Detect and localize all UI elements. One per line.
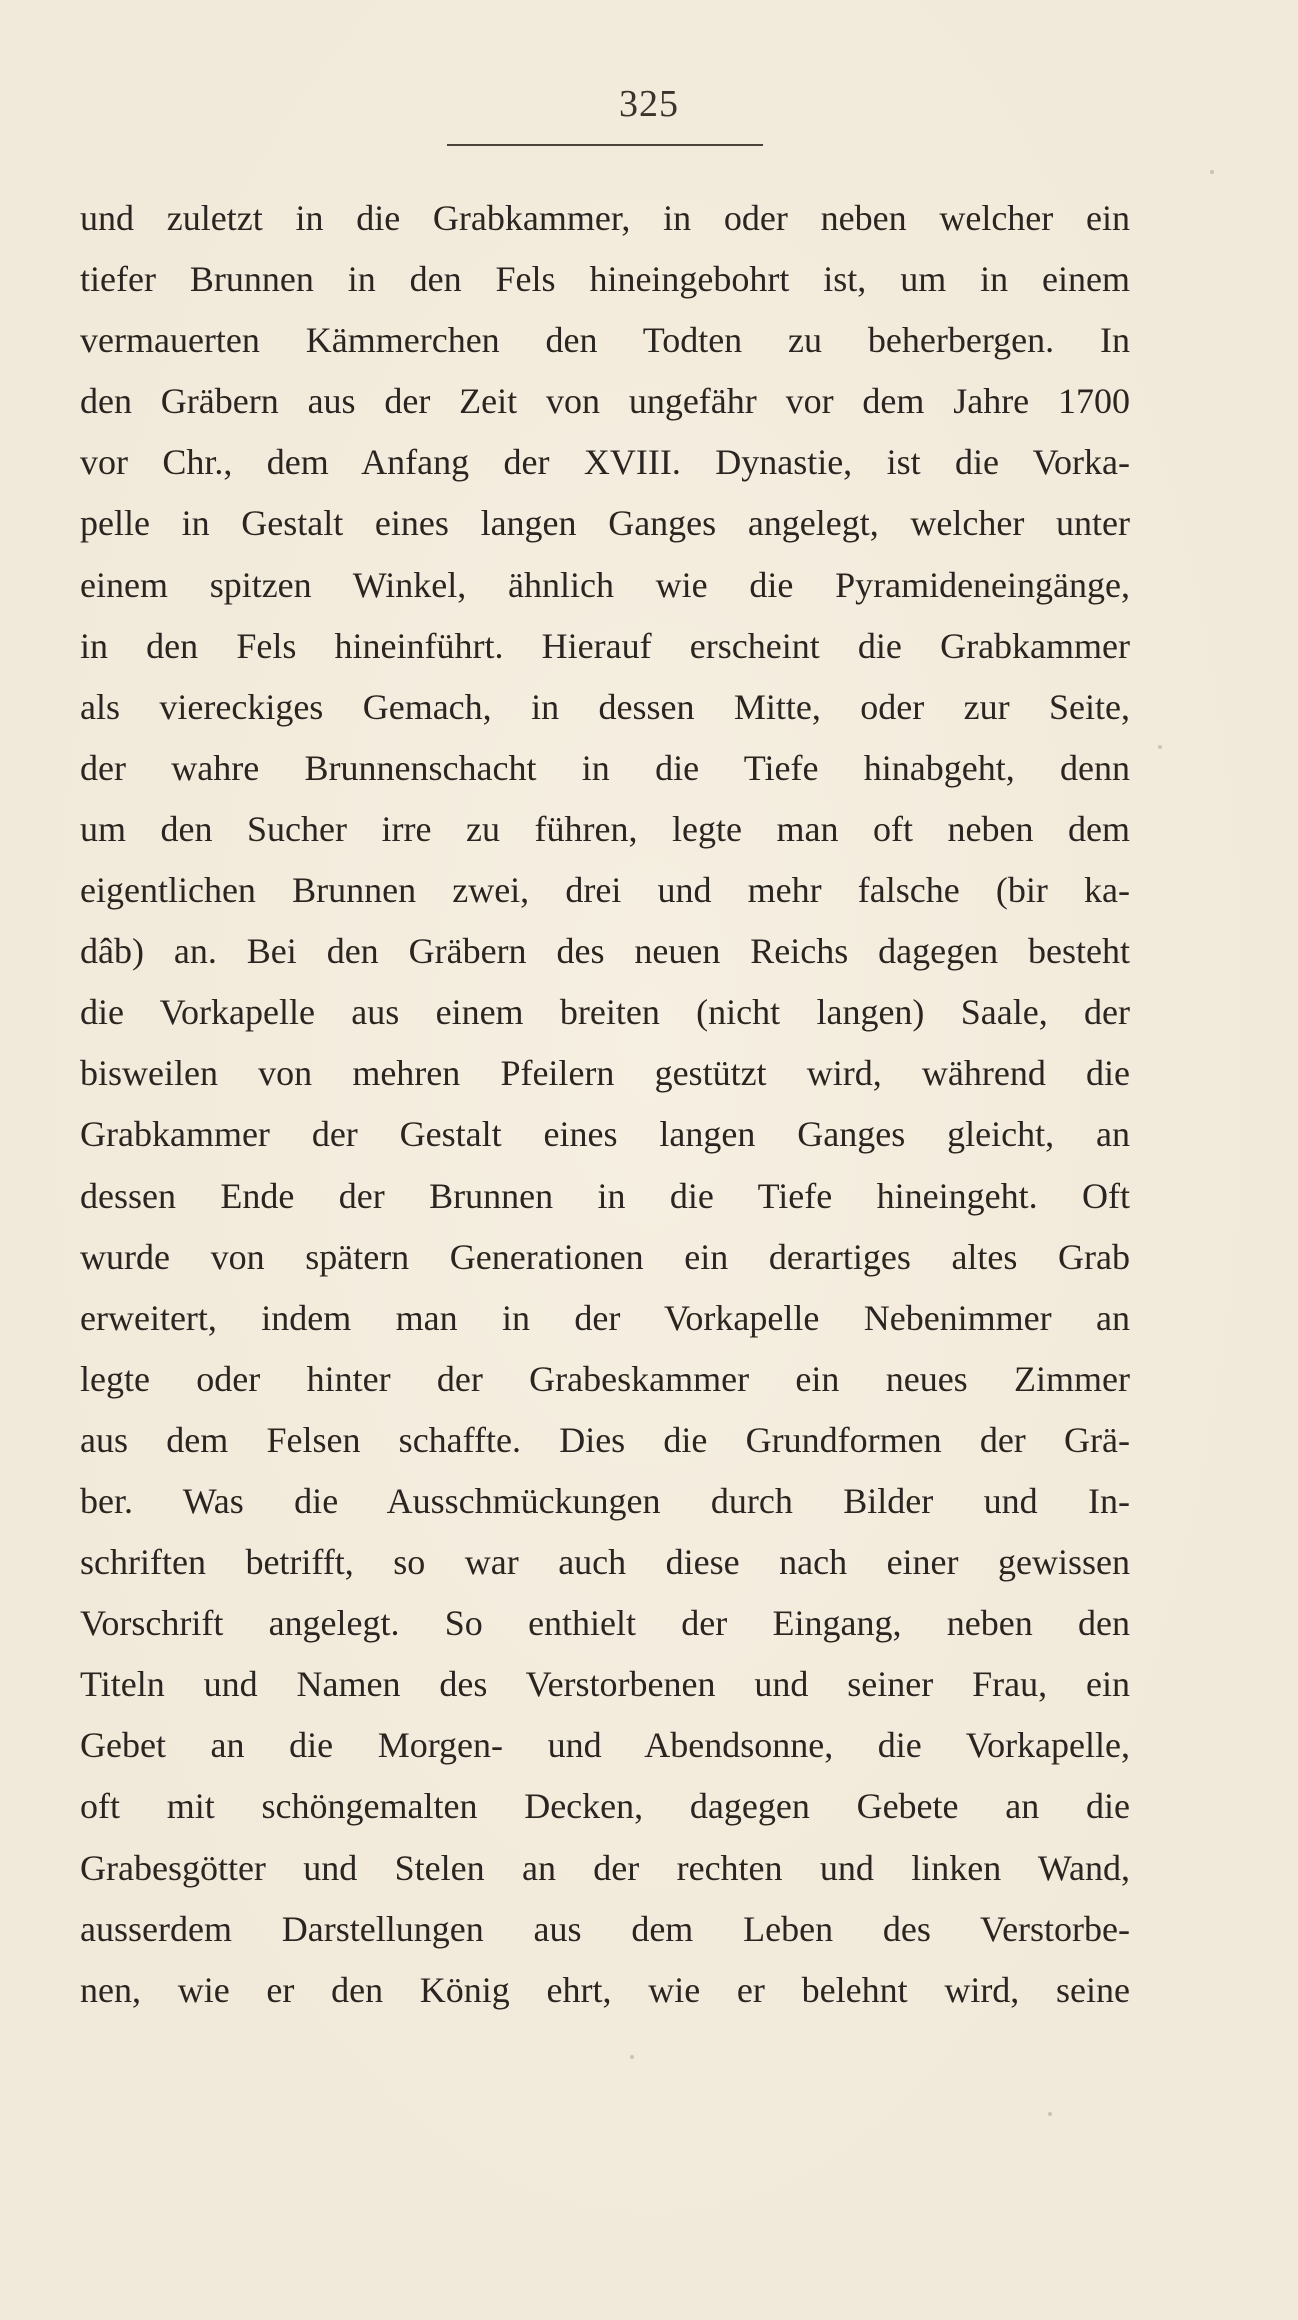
- page-number: 325: [619, 83, 679, 125]
- text-line: in den Fels hineinführt. Hierauf erscheint die Grabkammer: [80, 625, 1130, 666]
- text-line: eigentlichen Brunnen zwei, drei und mehr falsche (bir ka-: [80, 870, 1130, 911]
- paper-speck: [630, 2055, 634, 2059]
- paper-speck: [1048, 2112, 1052, 2116]
- text-line: Grabkammer der Gestalt eines langen Ganges gleicht, an: [80, 1114, 1130, 1155]
- text-line: oft mit schöngemalten Decken, dagegen Gebete an die: [80, 1786, 1130, 1827]
- text-line: als viereckiges Gemach, in dessen Mitte, oder zur Seite,: [80, 686, 1130, 727]
- text-line: ber. Was die Ausschmückungen durch Bilder und In-: [80, 1480, 1130, 1521]
- text-line: legte oder hinter der Grabeskammer ein neues Zimmer: [80, 1358, 1130, 1399]
- text-line: aus dem Felsen schaffte. Dies die Grundformen der Grä-: [80, 1419, 1130, 1460]
- body-text: [80, 188, 1130, 2021]
- text-line: einem spitzen Winkel, ähnlich wie die Pyramideneingänge,: [80, 564, 1130, 605]
- text-line: die Vorkapelle aus einem breiten (nicht langen) Saale, der: [80, 992, 1130, 1033]
- text-line: der wahre Brunnenschacht in die Tiefe hinabgeht, denn: [80, 747, 1130, 788]
- text-line: tiefer Brunnen in den Fels hineingebohrt ist, um in einem: [80, 259, 1130, 300]
- text-line: Vorschrift angelegt. So enthielt der Eingang, neben den: [80, 1603, 1130, 1644]
- text-line: Gebet an die Morgen- und Abendsonne, die Vorkapelle,: [80, 1725, 1130, 1766]
- text-line: erweitert, indem man in der Vorkapelle Nebenimmer an: [80, 1297, 1130, 1338]
- text-line: pelle in Gestalt eines langen Ganges angelegt, welcher unter: [80, 503, 1130, 544]
- text-line: dâb) an. Bei den Gräbern des neuen Reichs dagegen besteht: [80, 931, 1130, 972]
- text-line: und zuletzt in die Grabkammer, in oder neben welcher ein: [80, 198, 1130, 238]
- text-line: wurde von spätern Generationen ein derartiges altes Grab: [80, 1236, 1130, 1277]
- text-line: ausserdem Darstellungen aus dem Leben des Verstorbe-: [80, 1908, 1130, 1949]
- text-line: um den Sucher irre zu führen, legte man oft neben dem: [80, 808, 1130, 849]
- paper-speck: [1210, 170, 1214, 174]
- text-line: nen, wie er den König ehrt, wie er belehnt wird, seine: [80, 1969, 1130, 2010]
- text-line: vermauerten Kämmerchen den Todten zu beherbergen. In: [80, 320, 1130, 361]
- paper-speck: [1158, 745, 1162, 749]
- text-line: Grabesgötter und Stelen an der rechten und linken Wand,: [80, 1847, 1130, 1888]
- text-line: schriften betrifft, so war auch diese nach einer gewissen: [80, 1542, 1130, 1583]
- text-line: den Gräbern aus der Zeit von ungefähr vor dem Jahre 1700: [80, 381, 1130, 422]
- text-line: Titeln und Namen des Verstorbenen und seiner Frau, ein: [80, 1664, 1130, 1705]
- text-line: bisweilen von mehren Pfeilern gestützt wird, während die: [80, 1053, 1130, 1094]
- header-rule: [447, 144, 763, 146]
- text-line: dessen Ende der Brunnen in die Tiefe hineingeht. Oft: [80, 1175, 1130, 1216]
- text-line: vor Chr., dem Anfang der XVIII. Dynastie, ist die Vorka-: [80, 442, 1130, 483]
